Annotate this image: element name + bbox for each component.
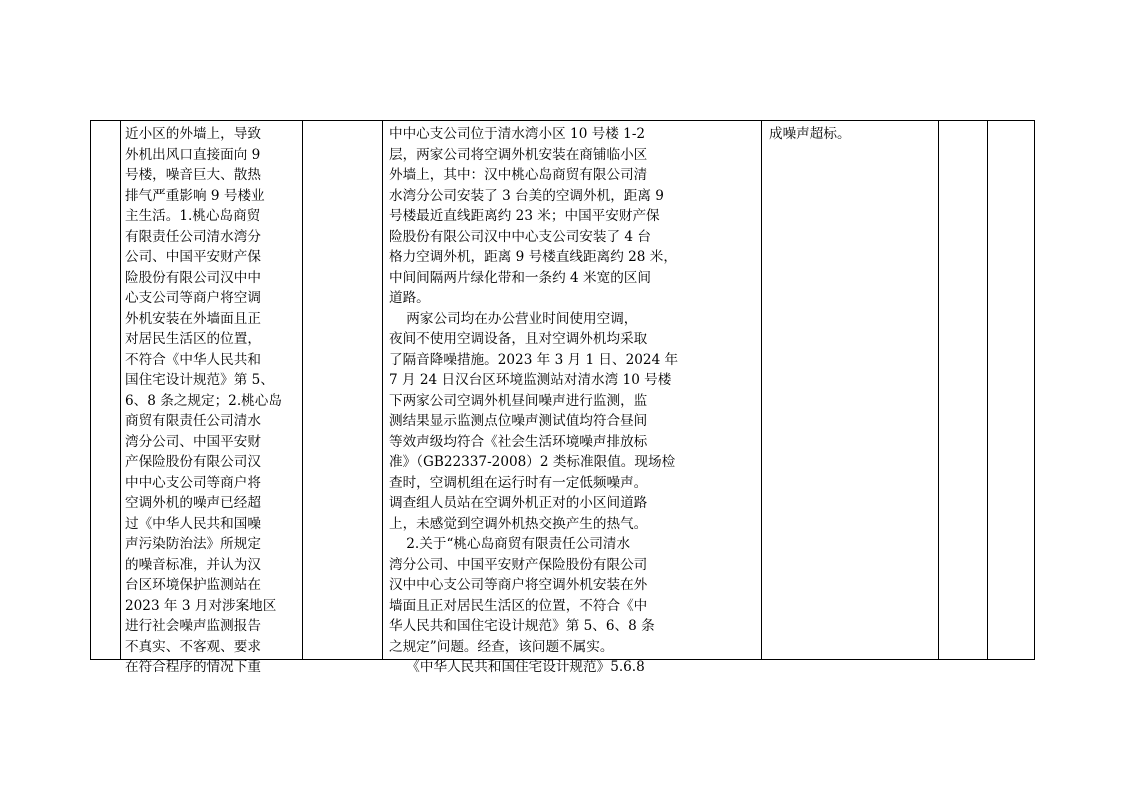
problem-line: 主生活。1.桃心岛商贸	[125, 208, 261, 224]
problem-line: 不真实、不客观、要求	[125, 638, 261, 655]
findings-line: 准》（GB22337-2008）2 类标准限值。现场检	[389, 454, 676, 470]
problem-line: 号楼，噪音巨大、散热	[125, 167, 261, 183]
column-divider	[938, 121, 939, 659]
findings-line: 中间间隔两片绿化带和一条约 4 米宽的区间	[389, 269, 651, 286]
findings-line: 华人民共和国住宅设计规范》第 5、6、8 条	[389, 618, 655, 634]
column-divider	[120, 121, 121, 659]
problem-line: 排气严重影响 9 号楼业	[125, 187, 265, 204]
problem-line: 近小区的外墙上，导致	[125, 126, 261, 142]
problem-line: 声污染防治法》所规定	[125, 536, 261, 552]
findings-line: 之规定”问题。经查，该问题不属实。	[389, 638, 614, 655]
findings-line: 《中华人民共和国住宅设计规范》5.6.8	[389, 659, 645, 675]
findings-line: 号楼最近直线距离约 23 米；中国平安财产保	[389, 208, 660, 224]
findings-line: 调查组人员站在空调外机正对的小区间道路	[389, 495, 648, 511]
problem-line: 湾分公司、中国平安财	[125, 433, 261, 450]
findings-line: 水湾分公司安装了 3 台美的空调外机，距离 9	[389, 187, 664, 204]
findings-line: 汉中中心支公司等商户将空调外机安装在外	[389, 577, 648, 593]
problem-line: 产保险股份有限公司汉	[125, 454, 261, 470]
findings-line: 下两家公司空调外机昼间噪声进行监测，监	[389, 392, 648, 409]
problem-line: 心支公司等商户将空调	[125, 290, 261, 306]
problem-line: 国住宅设计规范》第 5、	[125, 372, 274, 388]
findings-line: 湾分公司、中国平安财产保险股份有限公司	[389, 556, 648, 573]
findings-line: 险股份有限公司汉中中心支公司安装了 4 台	[389, 228, 651, 245]
findings-line: 上，未感觉到空调外机热交换产生的热气。	[389, 515, 648, 532]
result-line: 成噪声超标。	[769, 126, 851, 142]
column-divider	[987, 121, 988, 659]
findings-line: 等效声级均符合《社会生活环境噪声排放标	[389, 433, 648, 450]
problem-line: 中中心支公司等商户将	[125, 474, 261, 491]
findings-line: 层，两家公司将空调外机安装在商铺临小区	[389, 146, 648, 163]
problem-line: 的噪音标准，并认为汉	[125, 556, 261, 573]
findings-cell	[389, 124, 759, 678]
problem-line: 过《中华人民共和国噪	[125, 515, 261, 532]
problem-line: 商贸有限责任公司清水	[125, 413, 261, 429]
problem-line: 外机安装在外墙面且正	[125, 310, 261, 327]
problem-line: 空调外机的噪声已经超	[125, 495, 261, 511]
problem-line: 进行社会噪声监测报告	[125, 618, 261, 634]
problem-line: 有限责任公司清水湾分	[125, 228, 261, 245]
problem-line: 险股份有限公司汉中中	[125, 269, 261, 286]
findings-line: 了隔音降噪措施。2023 年 3 月 1 日、2024 年	[389, 351, 679, 368]
findings-line: 2.关于“桃心岛商贸有限责任公司清水	[389, 536, 631, 552]
findings-line: 墙面且正对居民生活区的位置，不符合《中	[389, 597, 648, 614]
column-divider	[302, 121, 303, 659]
problem-line: 在符合程序的情况下重	[125, 659, 261, 675]
findings-line: 中中心支公司位于清水湾小区 10 号楼 1-2	[389, 126, 646, 142]
problem-line: 6、8 条之规定；2.桃心岛	[125, 392, 282, 409]
problem-line: 不符合《中华人民共和	[125, 351, 261, 368]
findings-line: 两家公司均在办公营业时间使用空调，	[389, 310, 638, 327]
column-divider	[382, 121, 383, 659]
problem-line: 对居民生活区的位置，	[125, 331, 261, 347]
complaint-table	[90, 120, 1035, 675]
problem-line: 2023 年 3 月对涉案地区	[125, 597, 277, 614]
problem-line: 台区环境保护监测站在	[125, 577, 261, 593]
findings-line: 夜间不使用空调设备，且对空调外机均采取	[389, 331, 648, 347]
findings-line: 查时，空调机组在运行时有一定低频噪声。	[389, 474, 648, 491]
findings-line: 外墙上，其中：汉中桃心岛商贸有限公司清	[389, 167, 648, 183]
findings-line: 格力空调外机，距离 9 号楼直线距离约 28 米，	[389, 249, 677, 265]
problem-cell	[125, 124, 301, 678]
findings-line: 7 月 24 日汉台区环境监测站对清水湾 10 号楼	[389, 372, 672, 388]
problem-line: 外机出风口直接面向 9	[125, 146, 261, 163]
findings-line: 测结果显示监测点位噪声测试值均符合昼间	[389, 413, 648, 429]
result-cell	[769, 124, 935, 145]
problem-line: 公司、中国平安财产保	[125, 249, 261, 265]
findings-line: 道路。	[389, 290, 430, 306]
column-divider	[761, 121, 762, 659]
